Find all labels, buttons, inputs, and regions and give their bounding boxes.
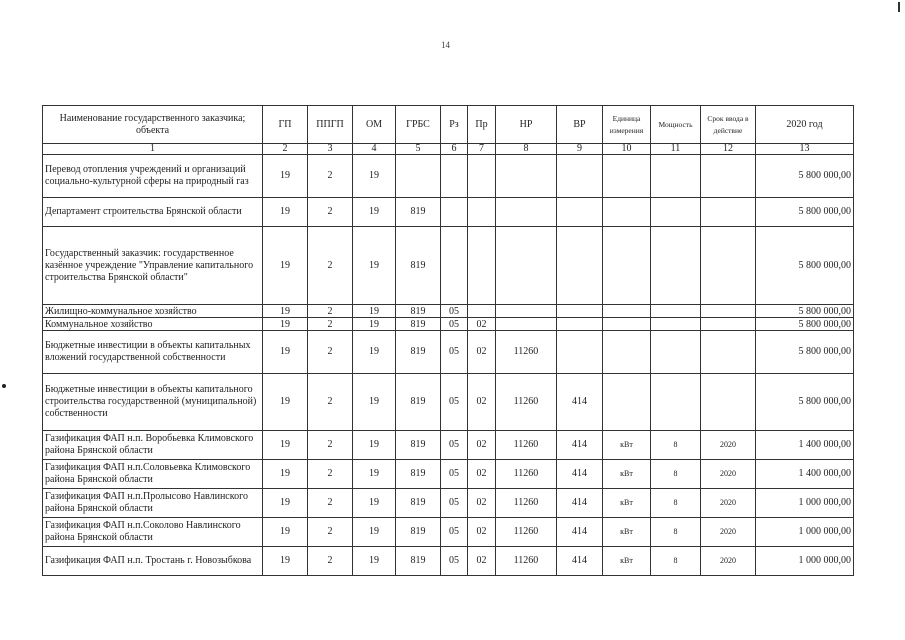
gp-cell: 19 (263, 318, 308, 331)
term-cell: 2020 (701, 518, 756, 547)
rz-cell (441, 227, 468, 305)
header-rz: Рз (441, 106, 468, 144)
header-power: Мощность (651, 106, 701, 144)
amount-cell: 5 800 000,00 (756, 305, 854, 318)
amount-cell: 5 800 000,00 (756, 374, 854, 431)
gp-cell: 19 (263, 431, 308, 460)
unit-cell: кВт (603, 547, 651, 576)
om-cell: 19 (353, 547, 396, 576)
unit-cell (603, 227, 651, 305)
nr-cell: 11260 (496, 431, 557, 460)
amount-cell: 1 400 000,00 (756, 431, 854, 460)
gp-cell: 19 (263, 331, 308, 374)
amount-cell: 5 800 000,00 (756, 318, 854, 331)
column-number: 6 (441, 144, 468, 155)
grbs-cell: 819 (396, 431, 441, 460)
pr-cell (468, 155, 496, 198)
term-cell: 2020 (701, 431, 756, 460)
pr-cell: 02 (468, 460, 496, 489)
rz-cell: 05 (441, 460, 468, 489)
amount-cell: 5 800 000,00 (756, 198, 854, 227)
ppgp-cell: 2 (308, 198, 353, 227)
ppgp-cell: 2 (308, 431, 353, 460)
table-row (43, 518, 854, 547)
header-om: ОМ (353, 106, 396, 144)
scan-mark (2, 384, 6, 388)
vr-cell: 414 (557, 460, 603, 489)
grbs-cell: 819 (396, 331, 441, 374)
table-body (43, 155, 854, 576)
row-name-cell: Газификация ФАП н.п. Воробьевка Климовского района Брянской области (43, 431, 263, 460)
table-row (43, 155, 854, 198)
unit-cell: кВт (603, 489, 651, 518)
term-cell (701, 198, 756, 227)
pr-cell: 02 (468, 518, 496, 547)
gp-cell: 19 (263, 518, 308, 547)
rz-cell: 05 (441, 431, 468, 460)
column-number: 11 (651, 144, 701, 155)
term-cell (701, 318, 756, 331)
om-cell: 19 (353, 305, 396, 318)
rz-cell: 05 (441, 518, 468, 547)
power-cell (651, 305, 701, 318)
vr-cell (557, 155, 603, 198)
row-name-cell: Перевод отопления учреждений и организаций социально-культурной сферы на природный газ (43, 155, 263, 198)
om-cell: 19 (353, 431, 396, 460)
row-name-cell: Газификация ФАП н.п.Соловьевка Климовского района Брянской области (43, 460, 263, 489)
om-cell: 19 (353, 460, 396, 489)
table-row (43, 374, 854, 431)
power-cell: 8 (651, 431, 701, 460)
power-cell (651, 227, 701, 305)
table-row (43, 489, 854, 518)
nr-cell: 11260 (496, 460, 557, 489)
unit-cell: кВт (603, 431, 651, 460)
vr-cell (557, 318, 603, 331)
term-cell (701, 305, 756, 318)
header-grbs: ГРБС (396, 106, 441, 144)
header-nr: НР (496, 106, 557, 144)
pr-cell: 02 (468, 431, 496, 460)
pr-cell: 02 (468, 489, 496, 518)
grbs-cell: 819 (396, 547, 441, 576)
om-cell: 19 (353, 318, 396, 331)
om-cell: 19 (353, 198, 396, 227)
ppgp-cell: 2 (308, 547, 353, 576)
gp-cell: 19 (263, 227, 308, 305)
amount-cell: 1 000 000,00 (756, 518, 854, 547)
vr-cell (557, 227, 603, 305)
om-cell: 19 (353, 331, 396, 374)
ppgp-cell: 2 (308, 489, 353, 518)
power-cell: 8 (651, 518, 701, 547)
om-cell: 19 (353, 374, 396, 431)
column-number: 8 (496, 144, 557, 155)
column-number: 7 (468, 144, 496, 155)
rz-cell: 05 (441, 305, 468, 318)
amount-cell: 5 800 000,00 (756, 155, 854, 198)
budget-table (42, 105, 854, 576)
gp-cell: 19 (263, 547, 308, 576)
row-name-cell: Газификация ФАП н.п.Пролысово Навлинского района Брянской области (43, 489, 263, 518)
term-cell: 2020 (701, 547, 756, 576)
unit-cell: кВт (603, 518, 651, 547)
ppgp-cell: 2 (308, 155, 353, 198)
nr-cell: 11260 (496, 547, 557, 576)
grbs-cell: 819 (396, 518, 441, 547)
nr-cell: 11260 (496, 489, 557, 518)
power-cell (651, 318, 701, 331)
pr-cell: 02 (468, 547, 496, 576)
column-number: 10 (603, 144, 651, 155)
table-row (43, 227, 854, 305)
column-number: 4 (353, 144, 396, 155)
grbs-cell: 819 (396, 318, 441, 331)
grbs-cell (396, 155, 441, 198)
gp-cell: 19 (263, 460, 308, 489)
ppgp-cell: 2 (308, 374, 353, 431)
unit-cell (603, 305, 651, 318)
pr-cell (468, 227, 496, 305)
term-cell (701, 227, 756, 305)
power-cell (651, 331, 701, 374)
table-header-row (43, 106, 854, 144)
column-number: 12 (701, 144, 756, 155)
ppgp-cell: 2 (308, 331, 353, 374)
term-cell: 2020 (701, 460, 756, 489)
unit-cell (603, 374, 651, 431)
rz-cell: 05 (441, 318, 468, 331)
row-name-cell: Департамент строительства Брянской области (43, 198, 263, 227)
table-row (43, 305, 854, 318)
column-number: 9 (557, 144, 603, 155)
nr-cell: 11260 (496, 374, 557, 431)
rz-cell: 05 (441, 331, 468, 374)
rz-cell (441, 155, 468, 198)
grbs-cell: 819 (396, 227, 441, 305)
unit-cell (603, 198, 651, 227)
rz-cell: 05 (441, 547, 468, 576)
nr-cell: 11260 (496, 518, 557, 547)
table-row (43, 198, 854, 227)
vr-cell: 414 (557, 431, 603, 460)
power-cell (651, 374, 701, 431)
column-number: 2 (263, 144, 308, 155)
pr-cell (468, 198, 496, 227)
rz-cell: 05 (441, 374, 468, 431)
unit-cell (603, 155, 651, 198)
nr-cell (496, 155, 557, 198)
grbs-cell: 819 (396, 489, 441, 518)
power-cell (651, 198, 701, 227)
table-row (43, 460, 854, 489)
gp-cell: 19 (263, 489, 308, 518)
header-year-2020: 2020 год (756, 106, 854, 144)
gp-cell: 19 (263, 374, 308, 431)
term-cell (701, 155, 756, 198)
column-number: 1 (43, 144, 263, 155)
table-row (43, 331, 854, 374)
gp-cell: 19 (263, 198, 308, 227)
power-cell: 8 (651, 489, 701, 518)
om-cell: 19 (353, 518, 396, 547)
pr-cell: 02 (468, 318, 496, 331)
vr-cell (557, 198, 603, 227)
amount-cell: 1 000 000,00 (756, 547, 854, 576)
om-cell: 19 (353, 489, 396, 518)
nr-cell (496, 227, 557, 305)
header-term: Срок ввода в действие (701, 106, 756, 144)
rz-cell: 05 (441, 489, 468, 518)
row-name-cell: Бюджетные инвестиции в объекты капитальных вложений государственной собственности (43, 331, 263, 374)
amount-cell: 5 800 000,00 (756, 227, 854, 305)
vr-cell (557, 305, 603, 318)
ppgp-cell: 2 (308, 318, 353, 331)
pr-cell (468, 305, 496, 318)
header-name: Наименование государственного заказчика; объекта (43, 106, 263, 144)
vr-cell: 414 (557, 489, 603, 518)
term-cell (701, 331, 756, 374)
om-cell: 19 (353, 155, 396, 198)
pr-cell: 02 (468, 331, 496, 374)
row-name-cell: Газификация ФАП н.п. Тростань г. Новозыбкова (43, 547, 263, 576)
vr-cell: 414 (557, 518, 603, 547)
om-cell: 19 (353, 227, 396, 305)
pr-cell: 02 (468, 374, 496, 431)
row-name-cell: Жилищно-коммунальное хозяйство (43, 305, 263, 318)
row-name-cell: Бюджетные инвестиции в объекты капитального строительства государственной (муниципальной) собственности (43, 374, 263, 431)
amount-cell: 1 000 000,00 (756, 489, 854, 518)
gp-cell: 19 (263, 305, 308, 318)
header-gp: ГП (263, 106, 308, 144)
unit-cell (603, 331, 651, 374)
term-cell (701, 374, 756, 431)
rz-cell (441, 198, 468, 227)
column-number: 3 (308, 144, 353, 155)
power-cell: 8 (651, 460, 701, 489)
column-number-row (43, 144, 854, 155)
vr-cell: 414 (557, 374, 603, 431)
power-cell: 8 (651, 547, 701, 576)
row-name-cell: Газификация ФАП н.п.Соколово Навлинского района Брянской области (43, 518, 263, 547)
nr-cell: 11260 (496, 331, 557, 374)
ppgp-cell: 2 (308, 460, 353, 489)
grbs-cell: 819 (396, 198, 441, 227)
grbs-cell: 819 (396, 305, 441, 318)
header-pr: Пр (468, 106, 496, 144)
grbs-cell: 819 (396, 460, 441, 489)
scan-mark (898, 2, 900, 12)
nr-cell (496, 198, 557, 227)
row-name-cell: Коммунальное хозяйство (43, 318, 263, 331)
table-row (43, 318, 854, 331)
vr-cell (557, 331, 603, 374)
header-ppgp: ППГП (308, 106, 353, 144)
table-row (43, 431, 854, 460)
table-row (43, 547, 854, 576)
column-number: 5 (396, 144, 441, 155)
unit-cell: кВт (603, 460, 651, 489)
term-cell: 2020 (701, 489, 756, 518)
nr-cell (496, 305, 557, 318)
grbs-cell: 819 (396, 374, 441, 431)
header-vr: ВР (557, 106, 603, 144)
unit-cell (603, 318, 651, 331)
ppgp-cell: 2 (308, 227, 353, 305)
power-cell (651, 155, 701, 198)
gp-cell: 19 (263, 155, 308, 198)
column-number: 13 (756, 144, 854, 155)
vr-cell: 414 (557, 547, 603, 576)
header-unit: Единица измерения (603, 106, 651, 144)
ppgp-cell: 2 (308, 518, 353, 547)
row-name-cell: Государственный заказчик: государственное казённое учреждение "Управление капитального строительства Брянской области" (43, 227, 263, 305)
amount-cell: 1 400 000,00 (756, 460, 854, 489)
nr-cell (496, 318, 557, 331)
amount-cell: 5 800 000,00 (756, 331, 854, 374)
page-number: 14 (441, 40, 450, 50)
ppgp-cell: 2 (308, 305, 353, 318)
